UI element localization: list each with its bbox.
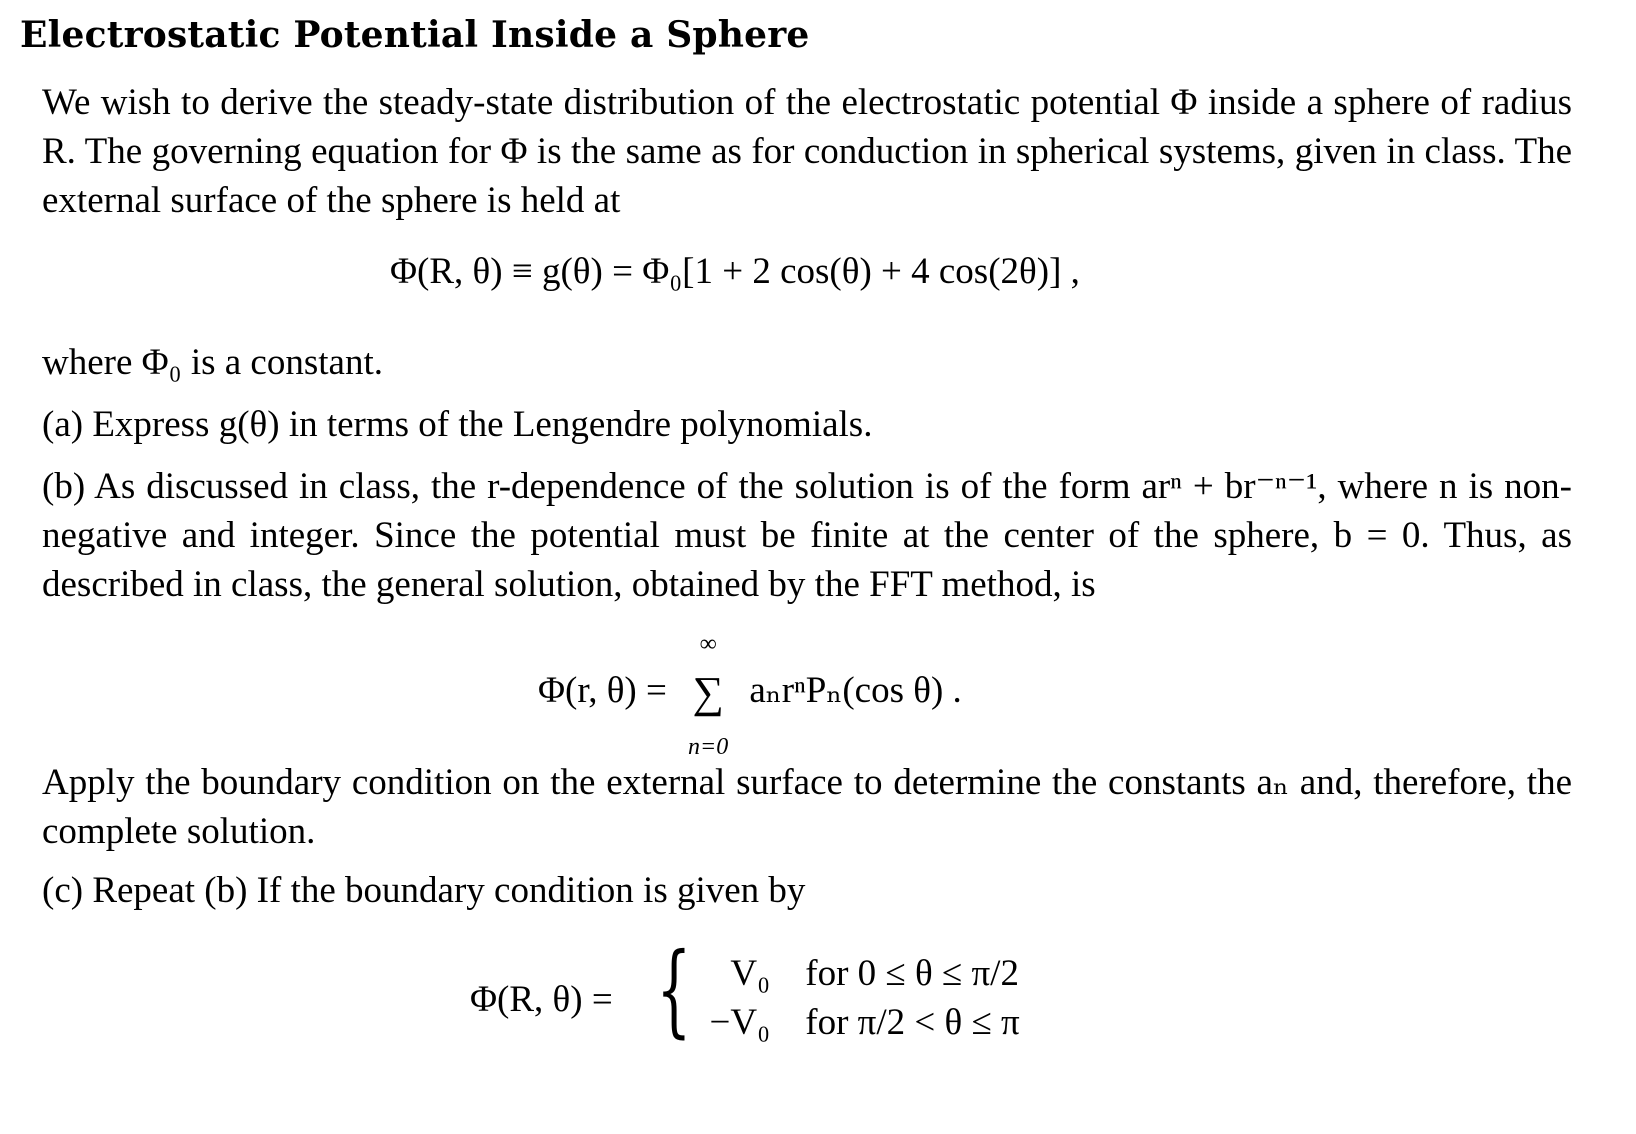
summation-symbol: ∑	[692, 667, 724, 717]
summation-lower-limit: n=0	[688, 733, 729, 760]
general-solution-equation	[538, 630, 962, 760]
piecewise-value: −V₀	[709, 1002, 770, 1043]
apply-boundary-paragraph: Apply the boundary condition on the external surface to determine the constants aₙ and, therefore, the complete solution.	[42, 762, 1572, 852]
piecewise-row	[680, 952, 1019, 995]
piecewise-brace: {	[656, 931, 692, 1048]
general-solution-rhs: aₙrⁿPₙ(cos θ) .	[749, 670, 962, 711]
summation	[680, 630, 736, 760]
summation-upper-limit: ∞	[699, 630, 717, 657]
part-b: (b) As discussed in class, the r-dependence of the solution is of the form arⁿ + br⁻ⁿ⁻¹, where n is non-negative and integer. Since the potential must be finite at the center of the sphere, b = 0. Thus, as described in class, the general solution, obtained by the FFT method, is	[42, 466, 1572, 605]
piecewise-row	[680, 1001, 1020, 1044]
part-a: (a) Express g(θ) in terms of the Lengendre polynomials.	[42, 404, 873, 445]
boundary-equation: Φ(R, θ) ≡ g(θ) = Φ₀[1 + 2 cos(θ) + 4 cos(2θ)] ,	[390, 251, 1080, 292]
part-c: (c) Repeat (b) If the boundary condition is given by	[42, 870, 806, 911]
piecewise-condition: for 0 ≤ θ ≤ π/2	[805, 953, 1019, 994]
piecewise-lhs: Φ(R, θ) =	[470, 979, 613, 1020]
piecewise-value: V₀	[730, 953, 770, 994]
constant-note: where Φ₀ is a constant.	[42, 342, 383, 383]
page-title: Electrostatic Potential Inside a Sphere	[20, 14, 810, 56]
intro-paragraph: We wish to derive the steady-state distribution of the electrostatic potential Φ inside a sphere of radius R. The governing equation for Φ is the same as for conduction in spherical systems, given in class. The external surface of the sphere is held at	[42, 82, 1572, 221]
piecewise-condition: for π/2 < θ ≤ π	[805, 1002, 1020, 1043]
general-solution-lhs: Φ(r, θ) =	[538, 670, 667, 711]
